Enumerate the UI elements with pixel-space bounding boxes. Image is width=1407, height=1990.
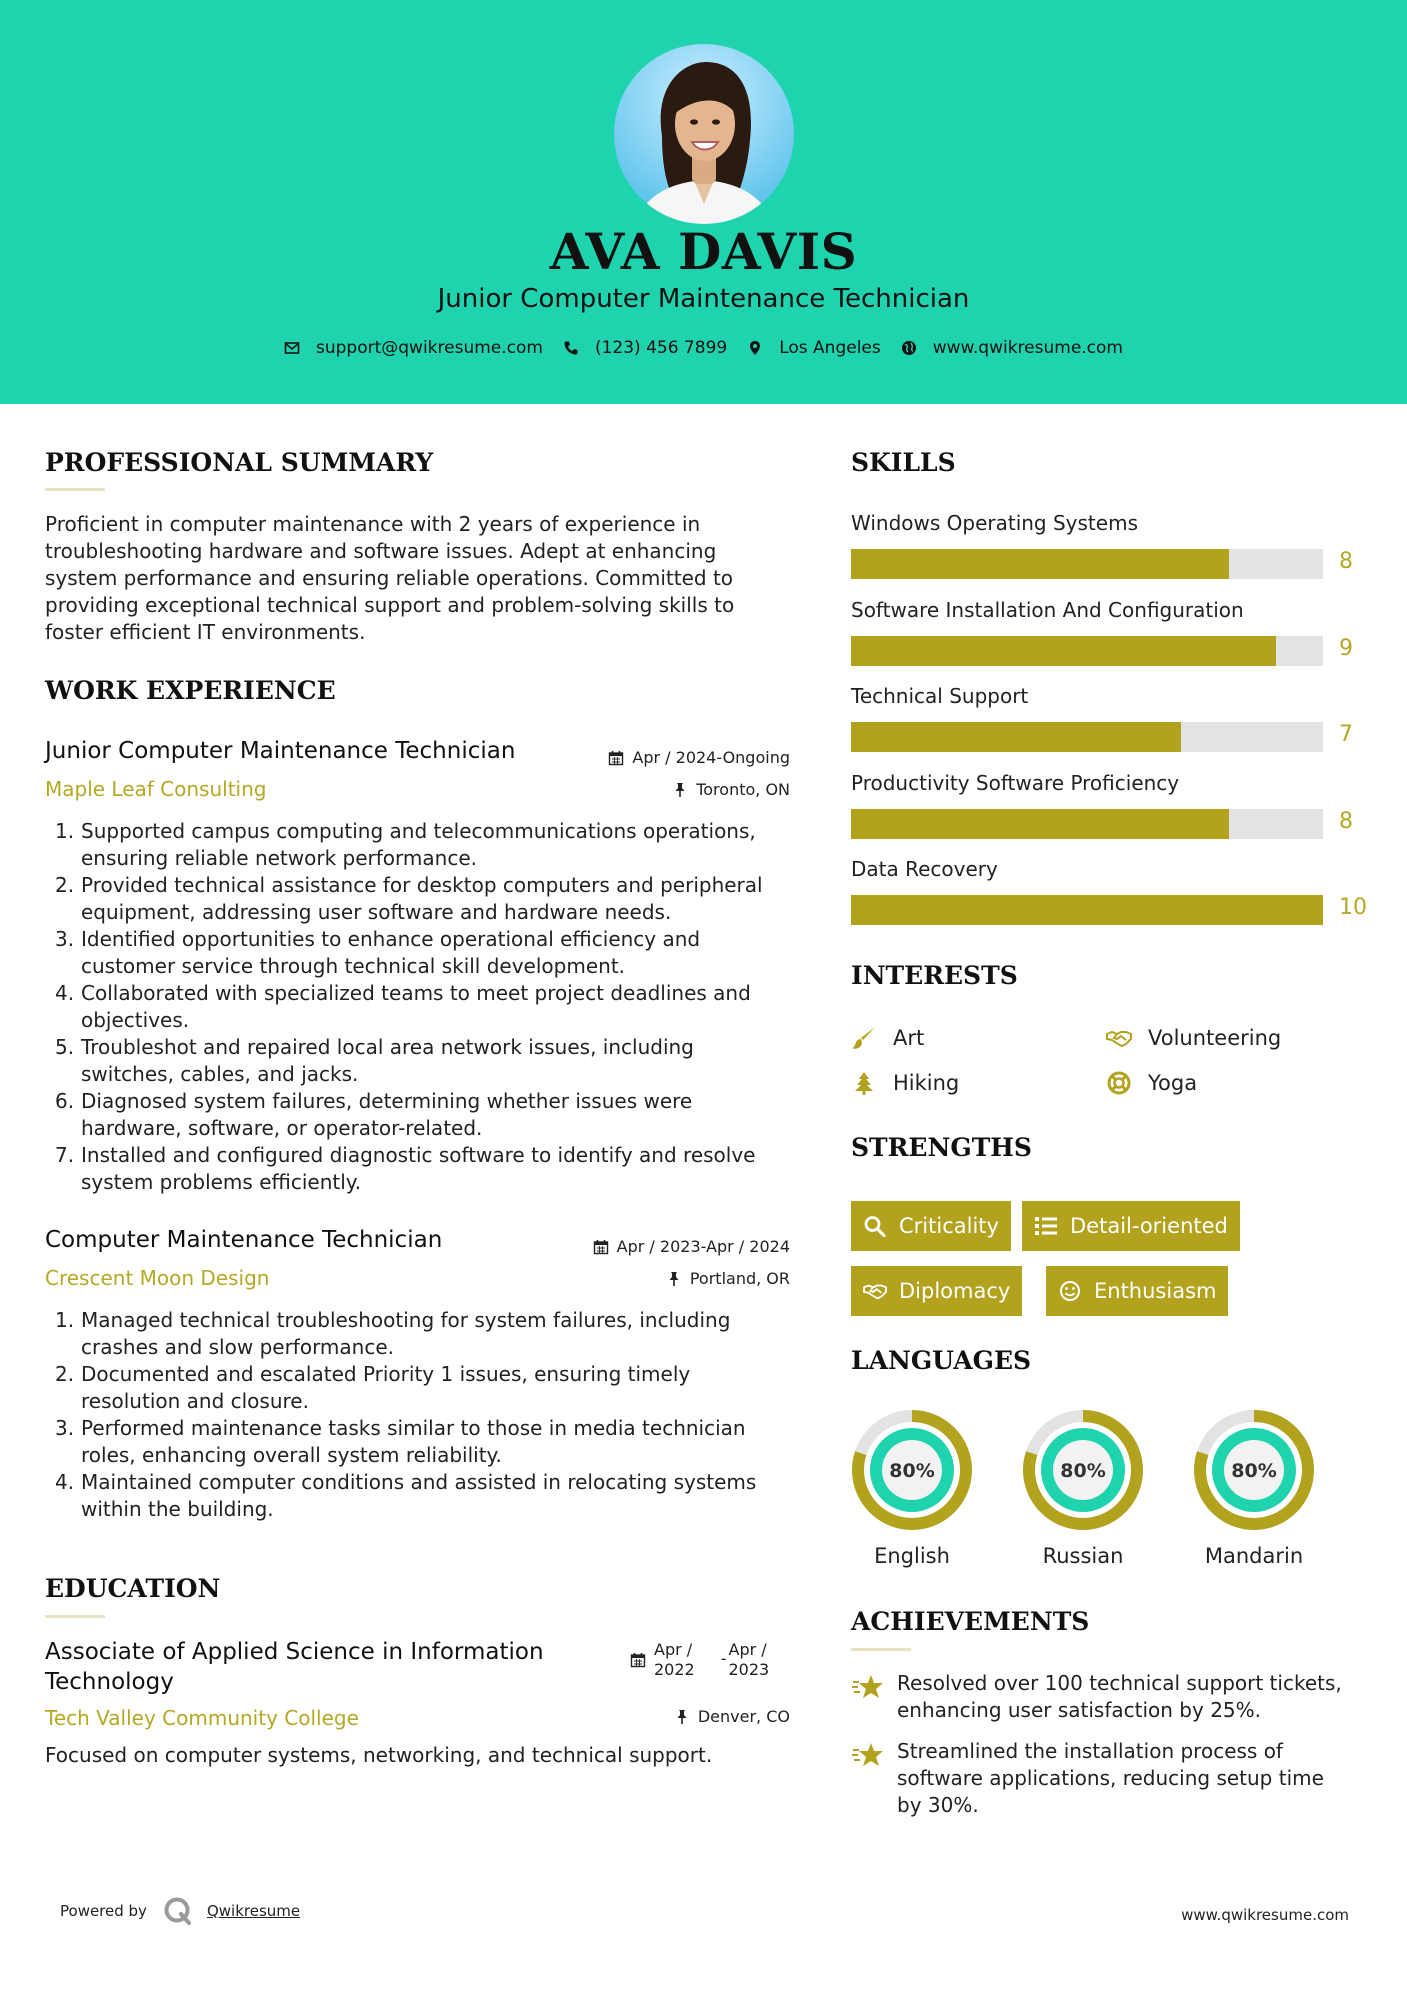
school-name: Tech Valley Community College xyxy=(45,1706,359,1730)
powered-by-label: Powered by xyxy=(60,1902,147,1920)
skill-bar-fill xyxy=(851,895,1323,925)
list-item: 3. Identified opportunities to enhance operational efficiency and customer service through technical skill development. xyxy=(55,927,701,978)
list-item: 5. Troubleshot and repaired local area network issues, including switches, cables, and jacks. xyxy=(55,1035,694,1086)
skill-value: 8 xyxy=(1339,808,1353,834)
candidate-name: AVA DAVIS xyxy=(549,222,858,281)
interest-item xyxy=(1106,1026,1281,1050)
skill-value: 10 xyxy=(1339,895,1367,920)
strength-label: Detail-oriented xyxy=(1070,1214,1228,1238)
lifebuoy-icon xyxy=(1106,1071,1132,1095)
achievement-line: Streamlined the installation process of xyxy=(897,1739,1283,1763)
language-item xyxy=(1021,1408,1145,1568)
list-item: 2. Provided technical assistance for desktop computers and peripheral equipment, addressing user software and hardware needs. xyxy=(55,873,763,924)
job-dates-text: Apr / 2024-Ongoing xyxy=(632,748,790,767)
strength-label: Diplomacy xyxy=(899,1279,1011,1303)
job-dates xyxy=(560,1237,790,1256)
job-location-text: Portland, OR xyxy=(689,1269,790,1288)
interest-item xyxy=(851,1026,924,1050)
job-bullets xyxy=(45,1307,805,1523)
language-ring xyxy=(1192,1408,1316,1532)
strength-tag xyxy=(1046,1266,1228,1316)
skill-bar-track xyxy=(851,722,1323,752)
map-pin-icon xyxy=(747,340,763,356)
skills-heading: SKILLS xyxy=(851,448,956,477)
education-location xyxy=(560,1707,790,1726)
list-item: 2. Documented and escalated Priority 1 issues, ensuring timely resolution and closure. xyxy=(55,1362,691,1413)
job-title: Junior Computer Maintenance Technician xyxy=(45,738,516,764)
list-item: 4. Maintained computer conditions and assisted in relocating systems within the building. xyxy=(55,1470,757,1521)
skill-bar-fill xyxy=(851,809,1229,839)
languages-heading: LANGUAGES xyxy=(851,1346,1032,1375)
contact-phone[interactable] xyxy=(563,338,727,358)
list-item: 6. Diagnosed system failures, determining whether issues were hardware, software, or operator-related. xyxy=(55,1089,693,1140)
footer-powered-by xyxy=(60,1896,300,1926)
contact-email[interactable] xyxy=(284,338,543,358)
list-item: 4. Collaborated with specialized teams to meet project deadlines and objectives. xyxy=(55,981,751,1032)
list-icon xyxy=(1034,1215,1058,1237)
smile-icon xyxy=(1058,1280,1082,1302)
skill-name: Productivity Software Proficiency xyxy=(851,770,1180,795)
calendar-icon xyxy=(593,1239,609,1255)
interest-label: Volunteering xyxy=(1148,1026,1282,1050)
paintbrush-icon xyxy=(851,1026,877,1050)
education-underline xyxy=(45,1615,105,1618)
contact-bar xyxy=(0,338,1407,358)
summary-line: foster efficient IT environments. xyxy=(45,620,366,644)
job-location xyxy=(560,780,790,799)
experience-heading: WORK EXPERIENCE xyxy=(45,676,336,705)
tree-icon xyxy=(851,1071,877,1095)
achievement-line: enhancing user satisfaction by 25%. xyxy=(897,1698,1262,1722)
company-name: Maple Leaf Consulting xyxy=(45,777,267,801)
interest-item xyxy=(851,1071,959,1095)
list-item: 3. Performed maintenance tasks similar to those in media technician roles, enhancing overall system reliability. xyxy=(55,1416,746,1467)
interest-label: Hiking xyxy=(893,1071,960,1095)
interest-item xyxy=(1106,1071,1197,1095)
skill-bar-track xyxy=(851,895,1323,925)
list-item: 1. Supported campus computing and telecommunications operations, ensuring reliable network performance. xyxy=(55,819,756,870)
strength-label: Enthusiasm xyxy=(1094,1279,1217,1303)
achievements-underline xyxy=(851,1648,911,1651)
job-location-text: Toronto, ON xyxy=(696,780,790,799)
language-item xyxy=(850,1408,974,1568)
job-title: Computer Maintenance Technician xyxy=(45,1227,443,1253)
skill-bar-fill xyxy=(851,636,1276,666)
language-item xyxy=(1192,1408,1316,1568)
phone-icon xyxy=(563,340,579,356)
summary-line: system performance and ensuring reliable operations. Committed to xyxy=(45,566,734,590)
footer-website[interactable]: www.qwikresume.com xyxy=(1181,1906,1349,1924)
skill-value: 9 xyxy=(1339,635,1353,661)
education-location-text: Denver, CO xyxy=(697,1707,790,1726)
pushpin-icon xyxy=(674,1709,690,1725)
achievement-item xyxy=(851,1738,1371,1819)
globe-icon xyxy=(901,340,917,356)
profile-photo xyxy=(614,44,794,224)
education-end: Apr / 2023 xyxy=(728,1640,770,1679)
education-description: Focused on computer systems, networking, and technical support. xyxy=(45,1743,713,1767)
skill-bar-track xyxy=(851,636,1323,666)
degree-title xyxy=(45,1637,605,1697)
interests-heading: INTERESTS xyxy=(851,961,1018,990)
summary-line: providing exceptional technical support and problem-solving skills to xyxy=(45,593,735,617)
skill-name: Windows Operating Systems xyxy=(851,511,1138,535)
achievement-line: by 30%. xyxy=(897,1793,979,1817)
language-ring xyxy=(1021,1408,1145,1532)
achievement-line: software applications, reducing setup time xyxy=(897,1766,1324,1790)
education-start: Apr / 2022 xyxy=(654,1640,695,1679)
candidate-title: Junior Computer Maintenance Technician xyxy=(437,284,970,314)
contact-location-text: Los Angeles xyxy=(779,338,881,358)
summary-underline xyxy=(45,488,105,491)
handshake-icon xyxy=(1106,1026,1132,1050)
education-dates xyxy=(630,1640,769,1680)
contact-location xyxy=(747,338,881,358)
skill-bar-track xyxy=(851,809,1323,839)
language-name: Russian xyxy=(1042,1544,1124,1568)
contact-phone-text: (123) 456 7899 xyxy=(594,338,728,358)
degree-line: Technology xyxy=(45,1669,174,1695)
achievements-heading: ACHIEVEMENTS xyxy=(851,1607,1090,1636)
job-location xyxy=(560,1269,790,1288)
summary-line: troubleshooting hardware and software issues. Adept at enhancing xyxy=(45,539,717,563)
language-ring xyxy=(850,1408,974,1532)
skill-bar-track xyxy=(851,549,1323,579)
handshake-icon xyxy=(863,1280,887,1302)
education-heading: EDUCATION xyxy=(45,1574,221,1603)
company-name: Crescent Moon Design xyxy=(45,1266,270,1290)
degree-line: Associate of Applied Science in Information xyxy=(45,1639,544,1665)
interest-label: Yoga xyxy=(1148,1071,1198,1095)
achievement-line: Resolved over 100 technical support tickets, xyxy=(897,1671,1342,1695)
summary-text xyxy=(45,511,795,646)
education-date-dash: - xyxy=(720,1649,727,1668)
skill-value: 8 xyxy=(1339,549,1353,574)
skill-bar-fill xyxy=(851,549,1229,579)
list-item: 1. Managed technical troubleshooting for system failures, including crashes and slow performance. xyxy=(55,1308,731,1359)
language-percent: 80% xyxy=(1231,1460,1277,1482)
calendar-icon xyxy=(608,750,624,766)
list-item: 7. Installed and configured diagnostic software to identify and resolve system problems efficiently. xyxy=(55,1143,756,1194)
skill-name: Software Installation And Configuration xyxy=(851,597,1244,622)
interest-label: Art xyxy=(893,1026,925,1050)
qwikresume-link[interactable]: Qwikresume xyxy=(206,1902,301,1920)
skill-bar-fill xyxy=(851,722,1181,752)
star-achievement-icon xyxy=(851,1740,885,1770)
job-bullets xyxy=(45,818,805,1196)
qwikresume-logo-icon xyxy=(163,1896,193,1926)
skill-name: Data Recovery xyxy=(851,857,998,881)
strength-tag xyxy=(1022,1201,1240,1251)
summary-heading: PROFESSIONAL SUMMARY xyxy=(45,448,434,477)
strength-label: Criticality xyxy=(899,1214,999,1238)
resume-header xyxy=(0,0,1407,404)
contact-website-text: www.qwikresume.com xyxy=(932,338,1123,358)
contact-website[interactable] xyxy=(901,338,1123,358)
language-percent: 80% xyxy=(889,1460,935,1482)
star-achievement-icon xyxy=(851,1672,885,1702)
strengths-heading: STRENGTHS xyxy=(851,1133,1032,1162)
contact-email-text: support@qwikresume.com xyxy=(316,338,543,358)
language-percent: 80% xyxy=(1060,1460,1106,1482)
strength-tag xyxy=(851,1201,1011,1251)
achievement-item xyxy=(851,1670,1371,1724)
envelope-icon xyxy=(284,340,300,356)
strength-tag xyxy=(851,1266,1022,1316)
search-icon xyxy=(863,1215,887,1237)
job-dates-text: Apr / 2023-Apr / 2024 xyxy=(616,1237,790,1256)
summary-line: Proficient in computer maintenance with 2 years of experience in xyxy=(45,512,701,536)
language-name: Mandarin xyxy=(1204,1544,1304,1568)
skill-value: 7 xyxy=(1339,722,1353,747)
calendar-icon xyxy=(630,1652,646,1668)
language-name: English xyxy=(874,1544,950,1568)
pushpin-icon xyxy=(672,782,688,798)
job-dates xyxy=(560,748,790,767)
pushpin-icon xyxy=(666,1271,682,1287)
skill-name: Technical Support xyxy=(851,684,1029,708)
